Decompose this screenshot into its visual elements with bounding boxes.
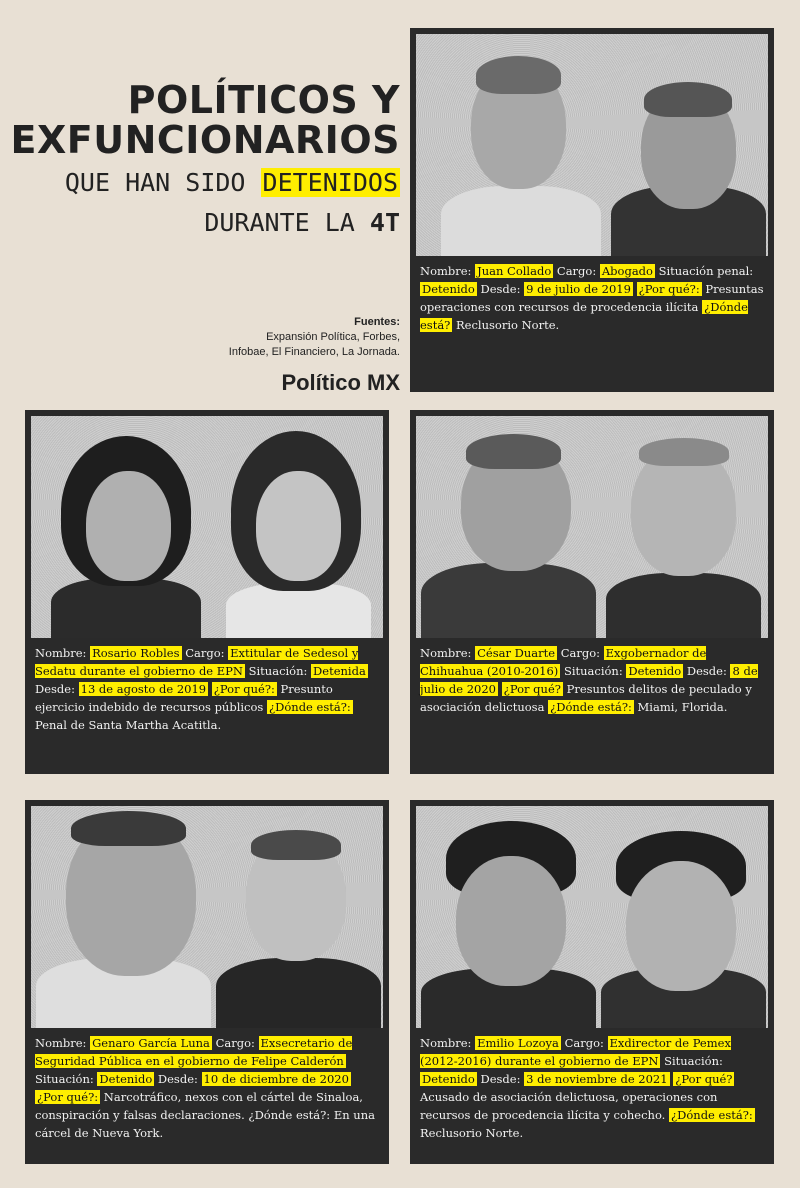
- label-situacion: Situación penal:: [658, 264, 754, 278]
- portrait-left: [436, 34, 606, 256]
- title-line-3: [65, 168, 400, 197]
- label-por-que: ¿Por qué?:: [638, 282, 700, 296]
- label-situacion: Situación:: [563, 664, 623, 678]
- value-por-que: Presuntos delitos de peculado y asociación delictuosa: [420, 682, 752, 714]
- portrait-left: [36, 806, 216, 1028]
- info-rosario-robles: [35, 644, 381, 734]
- value-nombre: Emilio Lozoya: [477, 1036, 559, 1050]
- label-desde: Desde:: [480, 1072, 521, 1086]
- label-por-que: ¿Por qué?: [503, 682, 561, 696]
- label-cargo: Cargo:: [556, 264, 597, 278]
- photo-rosario-robles: [31, 416, 383, 638]
- info-emilio-lozoya: [420, 1034, 766, 1142]
- value-cargo: Abogado: [601, 264, 653, 278]
- label-donde: ¿Dónde está?:: [550, 700, 632, 714]
- label-cargo: Cargo:: [560, 646, 600, 660]
- label-desde: Desde:: [480, 282, 521, 296]
- info-genaro-garcia-luna: [35, 1034, 381, 1142]
- value-cargo: Extitular de Sedesol y Sedatu durante el gobierno de EPN: [35, 646, 359, 678]
- label-desde: Desde:: [686, 664, 727, 678]
- photo-genaro-garcia-luna: [31, 806, 383, 1028]
- title-line-4: [204, 208, 400, 237]
- photo-emilio-lozoya: [416, 806, 768, 1028]
- label-cargo: Cargo:: [564, 1036, 604, 1050]
- card-rosario-robles: [25, 410, 389, 774]
- value-donde: Reclusorio Norte.: [456, 318, 560, 332]
- value-cargo: Exdirector de Pemex (2012-2016) durante el gobierno de EPN: [420, 1036, 731, 1068]
- value-desde: 8 de julio de 2020: [420, 664, 758, 696]
- value-nombre: Juan Collado: [477, 264, 552, 278]
- value-por-que: Acusado de asociación delictuosa, operaciones con recursos de procedencia ilícita y cohecho.: [420, 1090, 718, 1122]
- value-por-que: Presunto ejercicio indebido de recursos públicos: [35, 682, 333, 714]
- label-cargo: Cargo:: [185, 646, 225, 660]
- portrait-right: [601, 806, 766, 1028]
- photo-cesar-duarte: [416, 416, 768, 638]
- value-situacion: Detenido: [422, 282, 475, 296]
- value-donde: En una cárcel de Nueva York.: [35, 1108, 375, 1140]
- card-genaro-garcia-luna: [25, 800, 389, 1164]
- value-donde: Miami, Florida.: [637, 700, 728, 714]
- portrait-left: [421, 806, 601, 1028]
- portrait-right: [601, 416, 766, 638]
- card-cesar-duarte: [410, 410, 774, 774]
- portrait-left: [41, 416, 211, 638]
- value-cargo: Exsecretario de Seguridad Pública en el gobierno de Felipe Calderón: [35, 1036, 353, 1068]
- label-nombre: Nombre:: [420, 646, 472, 660]
- card-emilio-lozoya: [410, 800, 774, 1164]
- value-situacion: Detenida: [313, 664, 366, 678]
- portrait-left: [421, 416, 601, 638]
- title-highlight-detenidos: DETENIDOS: [262, 168, 398, 197]
- value-por-que: Presuntas operaciones con recursos de procedencia ilícita: [420, 282, 764, 314]
- portrait-right: [216, 416, 381, 638]
- title-line-4-text: DURANTE LA: [204, 208, 370, 237]
- value-cargo: Exgobernador de Chihuahua (2010-2016): [420, 646, 707, 678]
- sources-label: Fuentes:: [354, 316, 400, 328]
- sources: [100, 315, 400, 360]
- sources-line-2: Infobae, El Financiero, La Jornada.: [228, 346, 400, 358]
- value-nombre: Rosario Robles: [92, 646, 180, 660]
- label-cargo: Cargo:: [215, 1036, 255, 1050]
- value-donde: Penal de Santa Martha Acatitla.: [35, 718, 222, 732]
- photo-juan-collado: [416, 34, 768, 256]
- title-line-2: EXFUNCIONARIOS: [10, 118, 400, 162]
- label-desde: Desde:: [35, 682, 75, 696]
- label-donde: ¿Dónde está?:: [670, 1108, 753, 1122]
- label-situacion: Situación:: [664, 1054, 723, 1068]
- value-desde: 10 de diciembre de 2020: [203, 1072, 349, 1086]
- value-nombre: César Duarte: [477, 646, 556, 660]
- brand-logo: Político MX: [281, 370, 400, 395]
- value-desde: 9 de julio de 2019: [526, 282, 631, 296]
- label-nombre: Nombre:: [35, 646, 87, 660]
- sources-line-1: Expansión Política, Forbes,: [266, 331, 400, 343]
- value-desde: 3 de noviembre de 2021: [526, 1072, 668, 1086]
- label-situacion: Situación:: [35, 1072, 94, 1086]
- value-por-que: Narcotráfico, nexos con el cártel de Sinaloa, conspiración y falsas declaraciones.: [35, 1090, 363, 1122]
- card-juan-collado: [410, 28, 774, 392]
- title-4t: 4T: [369, 208, 400, 237]
- label-nombre: Nombre:: [420, 264, 472, 278]
- label-donde: ¿Dónde está?:: [268, 700, 351, 714]
- info-cesar-duarte: [420, 644, 766, 716]
- label-donde: ¿Dónde está?: [420, 300, 748, 332]
- value-situacion: Detenido: [99, 1072, 153, 1086]
- value-desde: 13 de agosto de 2019: [80, 682, 207, 696]
- label-donde: ¿Dónde está?:: [248, 1108, 331, 1122]
- label-desde: Desde:: [157, 1072, 198, 1086]
- title-line-1: POLÍTICOS Y: [127, 78, 400, 122]
- label-nombre: Nombre:: [420, 1036, 472, 1050]
- value-situacion: Detenido: [628, 664, 682, 678]
- title-line-3-text: QUE HAN SIDO: [64, 168, 261, 197]
- value-nombre: Genaro García Luna: [92, 1036, 210, 1050]
- label-por-que: ¿Por qué?:: [37, 1090, 99, 1104]
- label-situacion: Situación:: [248, 664, 308, 678]
- info-juan-collado: [420, 262, 766, 334]
- value-situacion: Detenido: [422, 1072, 475, 1086]
- value-donde: Reclusorio Norte.: [420, 1126, 524, 1140]
- label-nombre: Nombre:: [35, 1036, 87, 1050]
- portrait-right: [606, 34, 768, 256]
- label-por-que: ¿Por qué?: [675, 1072, 733, 1086]
- label-por-que: ¿Por qué?:: [213, 682, 275, 696]
- portrait-right: [216, 806, 381, 1028]
